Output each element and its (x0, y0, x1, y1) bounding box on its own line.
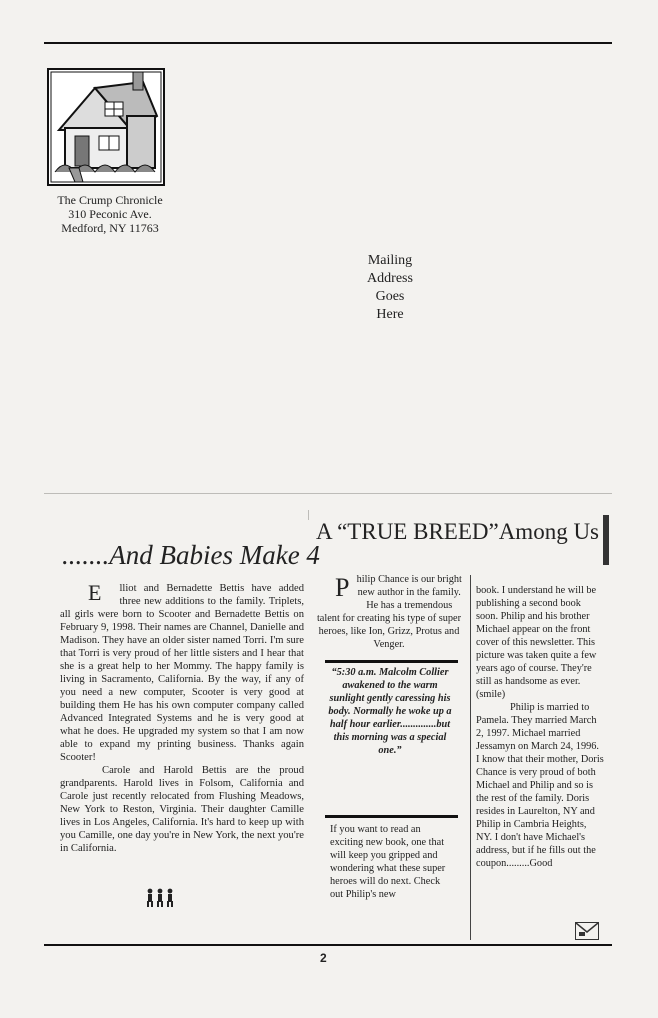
breed-intro: Philip Chance is our bright new author in the family. He has a tremendous talent for creating his type of super heroes, like Ion, Grizz, Protus and Venger. (316, 573, 462, 650)
house-logo (47, 68, 165, 186)
breed-column-1 (315, 573, 463, 651)
mailing-line: Goes (375, 289, 405, 304)
pull-quote: “5:30 a.m. Malcolm Collier awakened to the warm sunlight gently caressing his body. Normally he woke up a half hour earlier..............but this morning was a special one.” (328, 667, 452, 756)
return-address (40, 193, 180, 235)
column-divider-left (308, 510, 309, 520)
babies-headline: .......And Babies Make 4 (62, 540, 320, 570)
babies-icon (145, 888, 175, 913)
mail-icon (575, 922, 599, 940)
drop-cap: P (335, 573, 350, 602)
mailing-address-placeholder (340, 252, 440, 324)
babies-paragraph-1: E lliot and Bernadette Bettis have added three new additions to the family. Triplets, all girls were born to Scooter and Bernadette Bettis on February 9, 1998. Their names are Channel, Danielle and Madison. They have an older sister named Torri. I'm sure that Torri is very proud of her little sisters and I hear that she is a great help to her Mommy. The happy family is living in Sacramento, California. By the way, if any of you need a new computer, Scooter is very good at building them He has his own computer company called Advanced Integrated Systems and he is very good at what he does. He upgraded my system so that I am now able to expand my printing business. Thanks again Scooter! (60, 580, 304, 763)
drop-cap: E (88, 580, 102, 605)
bottom-rule (44, 944, 612, 946)
mailing-line: Mailing (367, 253, 413, 268)
city-state-zip: Medford, NY 11763 (61, 221, 159, 235)
babies-paragraph-2: Carole and Harold Bettis are the proud grandparents. Harold lives in Folsom, California and Carole just recently relocated from Flushing Meadows, New York to Reston, Virginia. Their daughter Camille lives in Los Angeles, California. It's hard to keep up with you Camille, one day you're in New York, the next you're in California. (60, 765, 304, 854)
breed-headline: A “TRUE BREED”Among Us (316, 519, 600, 544)
quote-rule-bottom (325, 815, 458, 818)
headline-accent-bar (603, 515, 609, 565)
quote-rule-top (325, 660, 458, 663)
mailing-line: Address (367, 271, 413, 286)
breed-paragraph: book. I understand he will be publishing a second book soon. Philip and his brother Michael appear on the front cover of this newsletter. This picture was taken quite a few years ago of course. They're still as handsome as ever. (smile) (476, 585, 597, 700)
page-number: 2 (320, 951, 327, 965)
street-address: 310 Peconic Ave. (68, 207, 152, 221)
babies-article-body (60, 582, 304, 855)
mailing-line: Here (376, 307, 404, 322)
breed-column-1-tail: If you want to read an exciting new book, one that will keep you gripped and wondering what these super heroes will do next. Check out Philip's new (330, 824, 446, 900)
top-rule (44, 42, 612, 44)
breed-paragraph: Philip is married to Pamela. They married March 2, 1997. Michael married Jessamyn on March 24, 1996. I know that their mother, Doris Chance is very proud of both Michael and Philip and so is the rest of the family. Doris resides in Laurelton, NY and Philip in Cambria Heights, NY. I don't have Michael's address, but if he fills out the coupon.........Good (476, 702, 604, 869)
breed-column-2 (476, 584, 604, 870)
column-divider (470, 575, 471, 940)
fold-line (44, 493, 612, 494)
newsletter-name: The Crump Chronicle (57, 193, 163, 207)
